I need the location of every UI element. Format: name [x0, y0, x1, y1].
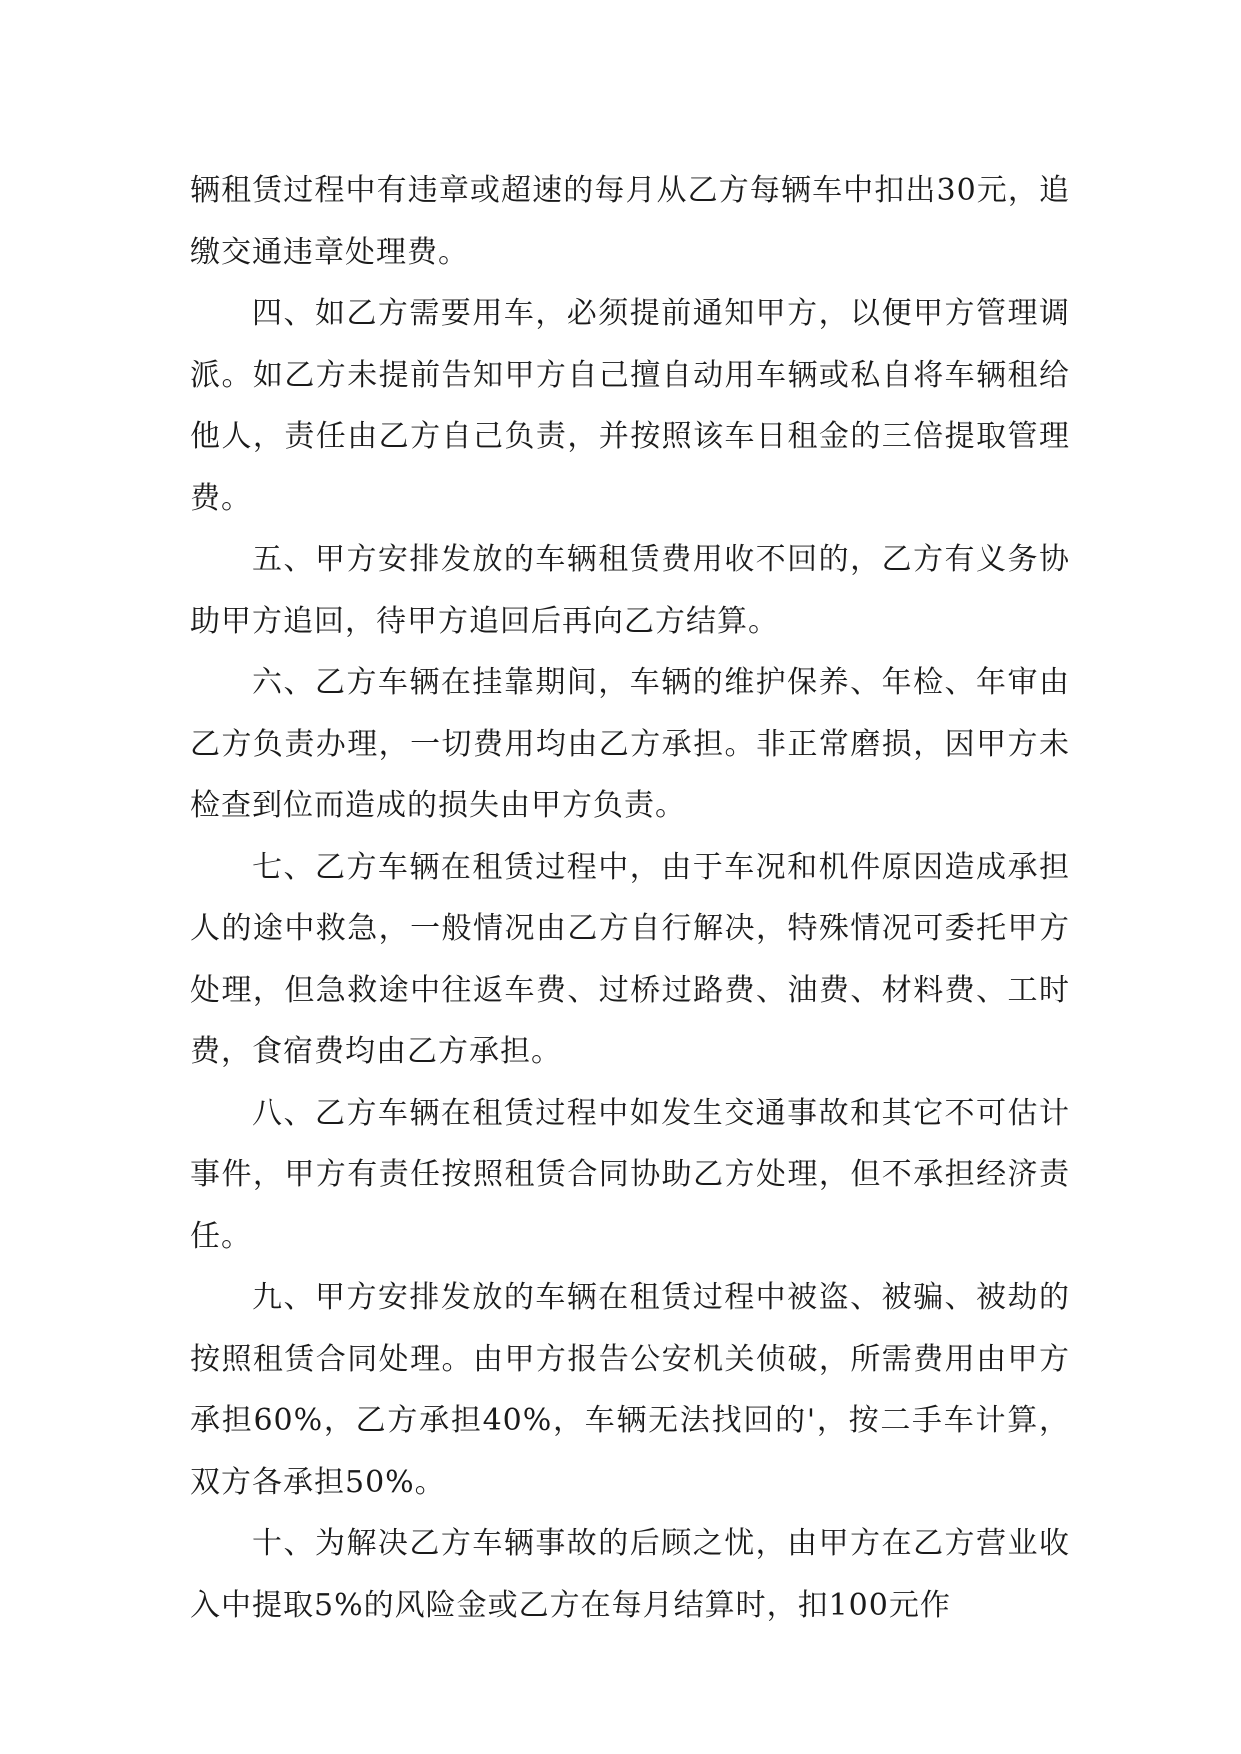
paragraph-clause-10: 十、为解决乙方车辆事故的后顾之忧，由甲方在乙方营业收入中提取5%的风险金或乙方在每月结算时，扣100元作 [190, 1526, 1070, 1623]
document-body [190, 160, 1070, 1636]
paragraph-clause-9: 九、甲方安排发放的车辆在租赁过程中被盗、被骗、被劫的按照租赁合同处理。由甲方报告公安机关侦破，所需费用由甲方承担60%，乙方承担40%，车辆无法找回的'，按二手车计算，双方各承担50%。 [190, 1280, 1070, 1500]
paragraph-clause-6: 六、乙方车辆在挂靠期间，车辆的维护保养、年检、年审由乙方负责办理，一切费用均由乙方承担。非正常磨损，因甲方未检查到位而造成的损失由甲方负责。 [190, 665, 1070, 823]
paragraph-clause-7: 七、乙方车辆在租赁过程中，由于车况和机件原因造成承担人的途中救急，一般情况由乙方自行解决，特殊情况可委托甲方处理，但急救途中往返车费、过桥过路费、油费、材料费、工时费，食宿费均由乙方承担。 [190, 849, 1070, 1069]
paragraph-clause-5: 五、甲方安排发放的车辆租赁费用收不回的，乙方有义务协助甲方追回，待甲方追回后再向乙方结算。 [190, 542, 1070, 639]
paragraph-continuation: 辆租赁过程中有违章或超速的每月从乙方每辆车中扣出30元，追缴交通违章处理费。 [190, 173, 1070, 270]
paragraph-clause-8: 八、乙方车辆在租赁过程中如发生交通事故和其它不可估计事件，甲方有责任按照租赁合同协助乙方处理，但不承担经济责任。 [190, 1095, 1070, 1254]
paragraph-clause-4: 四、如乙方需要用车，必须提前通知甲方，以便甲方管理调派。如乙方未提前告知甲方自己擅自动用车辆或私自将车辆租给他人，责任由乙方自己负责，并按照该车日租金的三倍提取管理费。 [190, 296, 1070, 516]
